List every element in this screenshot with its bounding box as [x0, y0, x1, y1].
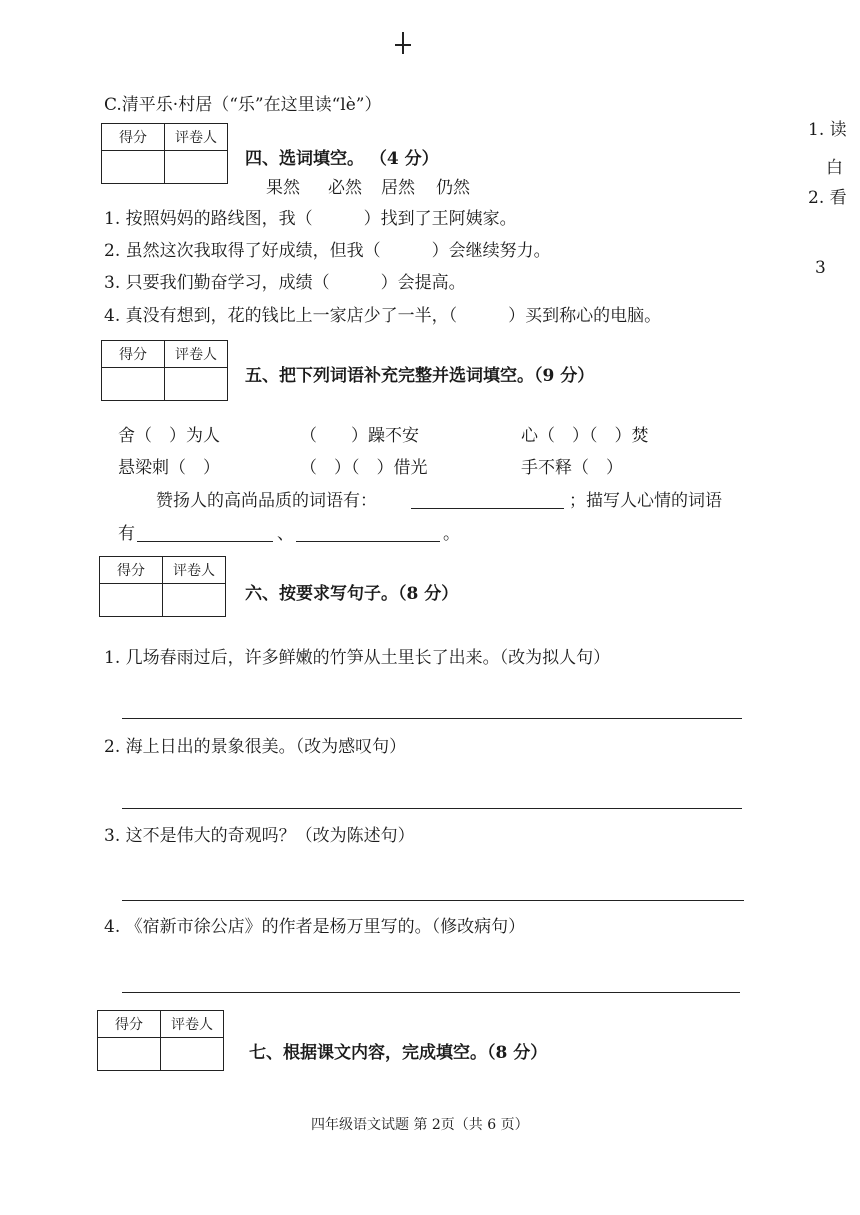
word-bank-item: 仍然	[436, 178, 470, 198]
page-footer: 四年级语文试题 第 2页（共 6 页）	[311, 1117, 529, 1133]
grader-label: 评卷人	[163, 557, 226, 584]
grader-label: 评卷人	[161, 1011, 224, 1038]
grader-label: 评卷人	[165, 124, 228, 151]
idiom-item: （ ）躁不安	[300, 426, 419, 446]
question-item: 4. 真没有想到，花的钱比上一家店少了一半，（ ）买到称心的电脑。	[104, 306, 662, 326]
fill-prompt: 赞扬人的高尚品质的词语有：	[156, 491, 377, 511]
word-bank-item: 果然	[266, 178, 300, 198]
idiom-item: 悬梁刺（ ）	[118, 458, 220, 478]
grader-cell[interactable]	[163, 584, 226, 617]
score-label: 得分	[98, 1011, 161, 1038]
answer-line[interactable]	[122, 790, 742, 809]
grader-label: 评卷人	[165, 341, 228, 368]
question-item: 1. 几场春雨过后，许多鲜嫩的竹笋从土里长了出来。（改为拟人句）	[104, 648, 611, 668]
answer-blank[interactable]	[296, 523, 440, 542]
end-punct: 。	[443, 524, 460, 544]
answer-line[interactable]	[122, 974, 740, 993]
binding-mark	[402, 32, 404, 54]
question-item: 2. 虽然这次我取得了好成绩，但我（ ）会继续努力。	[104, 241, 551, 261]
word-bank-item: 居然	[381, 178, 415, 198]
margin-fragment: 1. 读	[808, 120, 847, 140]
answer-line[interactable]	[122, 882, 744, 901]
fill-prompt: ；描写人心情的词语	[569, 491, 722, 511]
score-box	[101, 340, 228, 401]
section6-title: 六、按要求写句子。（8 分）	[245, 584, 459, 604]
score-label: 得分	[102, 341, 165, 368]
idiom-item: 心（ ）（ ）焚	[521, 426, 649, 446]
score-box	[97, 1010, 224, 1071]
grader-cell[interactable]	[161, 1038, 224, 1071]
question-item: 4. 《宿新市徐公店》的作者是杨万里写的。（修改病句）	[104, 917, 526, 937]
margin-fragment: 白	[826, 158, 843, 178]
question-item: 2. 海上日出的景象很美。（改为感叹句）	[104, 737, 407, 757]
section4-title: 四、选词填空。 （4 分）	[245, 149, 439, 169]
margin-fragment: 2. 看	[808, 188, 847, 208]
section7-title: 七、根据课文内容，完成填空。（8 分）	[249, 1043, 548, 1063]
idiom-item: （ ）（ ）借光	[300, 458, 428, 478]
binding-mark-bar	[395, 44, 411, 46]
top-fragment: C.清平乐·村居（“乐”在这里读“lè”）	[104, 95, 382, 115]
score-label: 得分	[100, 557, 163, 584]
answer-blank[interactable]	[137, 523, 273, 542]
word-bank-item: 必然	[328, 178, 362, 198]
score-cell[interactable]	[98, 1038, 161, 1071]
idiom-item: 手不释（ ）	[521, 458, 623, 478]
separator: 、	[277, 524, 294, 544]
score-cell[interactable]	[102, 151, 165, 184]
answer-line[interactable]	[122, 700, 742, 719]
margin-fragment: 3	[815, 258, 826, 278]
question-item: 3. 只要我们勤奋学习，成绩（ ）会提高。	[104, 273, 466, 293]
answer-blank[interactable]	[411, 490, 564, 509]
score-label: 得分	[102, 124, 165, 151]
score-cell[interactable]	[102, 368, 165, 401]
question-item: 3. 这不是伟大的奇观吗？（改为陈述句）	[104, 826, 415, 846]
score-box	[101, 123, 228, 184]
score-cell[interactable]	[100, 584, 163, 617]
section5-title: 五、把下列词语补充完整并选词填空。（9 分）	[245, 366, 595, 386]
fill-prompt: 有	[118, 524, 135, 544]
idiom-item: 舍（ ）为人	[118, 426, 220, 446]
grader-cell[interactable]	[165, 151, 228, 184]
score-box	[99, 556, 226, 617]
grader-cell[interactable]	[165, 368, 228, 401]
question-item: 1. 按照妈妈的路线图，我（ ）找到了王阿姨家。	[104, 209, 517, 229]
